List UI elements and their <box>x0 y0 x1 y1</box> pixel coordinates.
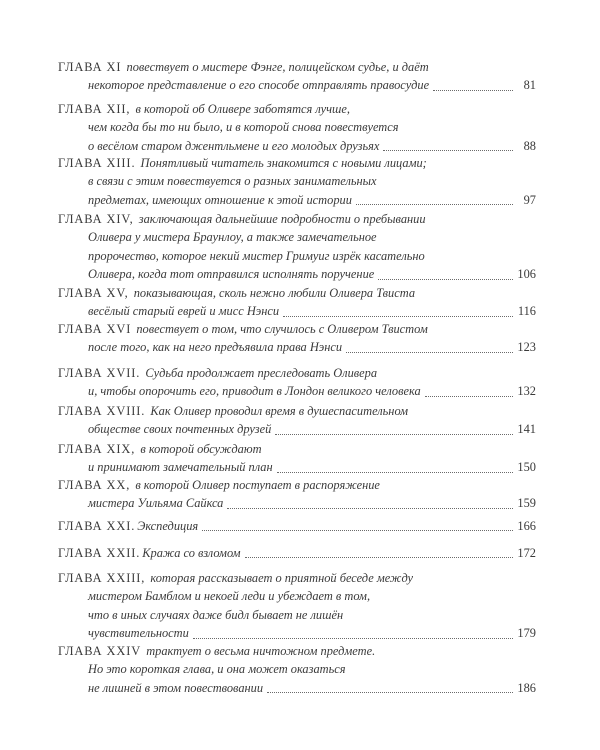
chapter-description: после того, как на него предъявила права Нэнси <box>88 340 343 355</box>
dot-leader <box>202 529 513 531</box>
toc-entry-line <box>58 191 536 209</box>
toc-entry-line <box>58 100 536 118</box>
toc-entry-line <box>58 338 536 356</box>
chapter-description: не лишней в этом повествовании <box>88 680 264 695</box>
toc-entry-line <box>58 172 536 190</box>
toc-entry-line <box>58 402 536 420</box>
dot-leader <box>356 203 513 205</box>
toc-entry <box>58 476 536 513</box>
page-number: 116 <box>517 304 536 319</box>
chapter-description: Но это короткая глава, и она может оказаться <box>88 662 346 677</box>
chapter-description: в которой обсуждают <box>140 442 262 456</box>
chapter-description: Судьба продолжает преследовать Оливера <box>145 366 378 380</box>
toc-entry-line <box>58 606 536 624</box>
chapter-heading: ГЛАВА XVI <box>58 322 132 336</box>
chapter-description: повествует о том, что случилось с Оливером Твистом <box>136 322 428 336</box>
chapter-description: повествует о мистере Фэнге, полицейском судье, и даёт <box>126 60 429 74</box>
toc-entry-line <box>58 679 536 697</box>
chapter-heading: ГЛАВА XXIV <box>58 644 142 658</box>
dot-leader <box>283 315 513 317</box>
chapter-description: и, чтобы опорочить его, приводит в Лондон великого человека <box>88 384 421 399</box>
chapter-description: пророчество, которое некий мистер Гримуиг изрёк касательно <box>88 248 425 263</box>
toc-entry-line <box>58 228 536 246</box>
chapter-description: в которой Оливер поступает в распоряжение <box>135 478 380 492</box>
dot-leader <box>193 637 513 639</box>
chapter-heading: ГЛАВА XV, <box>58 286 129 300</box>
toc-entry <box>58 402 536 439</box>
chapter-description: которая рассказывает о приятной беседе между <box>150 571 414 585</box>
dot-leader <box>425 395 513 397</box>
toc-entry <box>58 320 536 357</box>
page-number: 159 <box>517 496 536 511</box>
toc-entry-line <box>58 624 536 642</box>
chapter-heading: ГЛАВА XXII. <box>58 545 141 560</box>
page-number: 88 <box>523 138 536 153</box>
dot-leader <box>433 89 513 91</box>
toc-entry-line <box>58 247 536 265</box>
toc-entry <box>58 364 536 401</box>
toc-entry <box>58 100 536 155</box>
toc-entry-line <box>58 544 536 562</box>
page-number: 172 <box>517 545 536 560</box>
dot-leader <box>275 433 513 435</box>
chapter-description: что в иных случаях даже бидл бывает не лишён <box>88 607 344 622</box>
toc-entry <box>58 569 536 643</box>
chapter-description: и принимают замечательный план <box>88 460 273 475</box>
chapter-description: мистера Уильяма Сайкса <box>88 496 224 511</box>
toc-entry <box>58 544 536 562</box>
toc-entry <box>58 284 536 321</box>
chapter-heading: ГЛАВА XVII. <box>58 366 141 380</box>
toc-entry-line <box>58 587 536 605</box>
toc-entry-line <box>58 284 536 302</box>
toc-entry-line <box>58 476 536 494</box>
chapter-description: чувствительности <box>88 626 189 641</box>
toc-entry-line <box>58 494 536 512</box>
toc-entry-line <box>58 364 536 382</box>
dot-leader <box>383 149 513 151</box>
dot-leader <box>378 278 513 280</box>
page-number: 97 <box>523 192 536 207</box>
chapter-description: о весёлом старом джентльмене и его молодых друзьях <box>88 138 380 153</box>
toc-entry-line <box>58 302 536 320</box>
page-number: 186 <box>517 680 536 695</box>
chapter-heading: ГЛАВА XIII. <box>58 156 136 170</box>
dot-leader <box>277 471 513 473</box>
toc-entry-line <box>58 320 536 338</box>
toc-entry-line <box>58 265 536 283</box>
chapter-heading: ГЛАВА XXI. <box>58 518 136 533</box>
chapter-heading: ГЛАВА XVIII. <box>58 404 146 418</box>
toc-entry-line <box>58 420 536 438</box>
dot-leader <box>227 507 513 509</box>
chapter-description: в которой об Оливере заботятся лучше, <box>135 102 350 116</box>
chapter-description: заключающая дальнейшие подробности о пребывании <box>138 212 426 226</box>
chapter-description: обществе своих почтенных друзей <box>88 422 272 437</box>
chapter-description: предметах, имеющих отношение к этой истории <box>88 192 352 207</box>
toc-entry-line <box>58 569 536 587</box>
toc-entry <box>58 154 536 209</box>
chapter-heading: ГЛАВА XI <box>58 60 122 74</box>
toc-entry <box>58 210 536 284</box>
toc-entry <box>58 58 536 95</box>
chapter-heading: ГЛАВА XIX, <box>58 442 136 456</box>
chapter-description: в связи с этим повествуется о разных занимательных <box>88 174 377 189</box>
chapter-description: некоторое представление о его способе отправлять правосудие <box>88 78 430 93</box>
chapter-heading: ГЛАВА XIV, <box>58 212 134 226</box>
toc-entry-line <box>58 154 536 172</box>
dot-leader <box>267 691 513 693</box>
page-number: 106 <box>517 267 536 282</box>
toc-entry-line <box>58 76 536 94</box>
page-number: 123 <box>517 340 536 355</box>
toc-entry <box>58 642 536 697</box>
chapter-heading: ГЛАВА XX, <box>58 478 131 492</box>
toc-entry-line <box>58 517 536 535</box>
chapter-description: Как Оливер проводил время в душеспасительном <box>150 404 409 418</box>
chapter-description: весёлый старый еврей и мисс Нэнси <box>88 304 280 319</box>
chapter-description: Понятливый читатель знакомится с новыми лицами; <box>140 156 427 170</box>
chapter-heading: ГЛАВА XXIII, <box>58 571 146 585</box>
page-number: 81 <box>523 78 536 93</box>
toc-entry-line <box>58 382 536 400</box>
dot-leader <box>245 556 513 558</box>
chapter-description: Кража со взломом <box>142 545 241 560</box>
page-number: 150 <box>517 460 536 475</box>
page-number: 179 <box>517 626 536 641</box>
chapter-description: мистером Бамблом и некоей леди и убеждает в том, <box>88 589 371 604</box>
dot-leader <box>346 351 513 353</box>
chapter-heading: ГЛАВА XII, <box>58 102 131 116</box>
toc-entry-line <box>58 137 536 155</box>
page-number: 166 <box>517 518 536 533</box>
page-number: 141 <box>517 422 536 437</box>
toc-entry-line <box>58 118 536 136</box>
page-number: 132 <box>517 384 536 399</box>
toc-entry-line <box>58 458 536 476</box>
chapter-description: Оливера у мистера Браунлоу, а также замечательное <box>88 230 377 245</box>
toc-entry-line <box>58 440 536 458</box>
chapter-description: чем когда бы то ни было, и в которой снова повествуется <box>88 120 399 135</box>
toc-entry-line <box>58 210 536 228</box>
chapter-description: Экспедиция <box>137 518 199 533</box>
toc-entry-line <box>58 642 536 660</box>
chapter-description: трактует о весьма ничтожном предмете. <box>146 644 376 658</box>
chapter-description: Оливера, когда тот отправился исполнять поручение <box>88 267 375 282</box>
toc-entry <box>58 517 536 535</box>
toc-entry-line <box>58 58 536 76</box>
chapter-description: показывающая, сколь нежно любили Оливера Твиста <box>133 286 416 300</box>
toc-entry <box>58 440 536 477</box>
toc-entry-line <box>58 660 536 678</box>
